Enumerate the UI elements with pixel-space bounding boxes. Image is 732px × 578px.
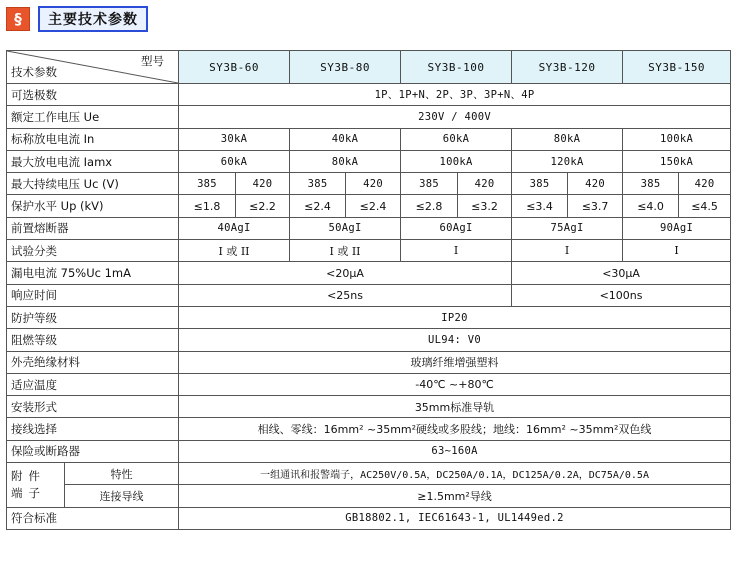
row-value: GB18802.1, IEC61643-1, UL1449ed.2 bbox=[179, 507, 731, 529]
table-row bbox=[7, 373, 731, 395]
row-value: 385 bbox=[512, 173, 568, 195]
row-value: <20μA bbox=[179, 262, 512, 284]
row-value: 一组通讯和报警端子，AC250V/0.5A，DC250A/0.1A，DC125A/0.2A，DC75A/0.5A bbox=[179, 463, 731, 485]
row-label: 响应时间 bbox=[7, 284, 179, 306]
row-label: 额定工作电压 Ue bbox=[7, 106, 179, 128]
row-label: 漏电电流 75%Uc 1mA bbox=[7, 262, 179, 284]
row-value: 230V / 400V bbox=[179, 106, 731, 128]
row-value: 150kA bbox=[623, 150, 731, 172]
model-cell: SY3B-60 bbox=[179, 51, 290, 84]
row-value: ≤4.0 bbox=[623, 195, 679, 217]
row-value: 385 bbox=[179, 173, 236, 195]
row-value: 100kA bbox=[623, 128, 731, 150]
table-row bbox=[7, 217, 731, 239]
row-value: <25ns bbox=[179, 284, 512, 306]
row-value: ≤2.2 bbox=[236, 195, 290, 217]
row-value: ≤3.4 bbox=[512, 195, 568, 217]
table-row bbox=[7, 128, 731, 150]
table-row bbox=[7, 351, 731, 373]
row-value: ≤1.8 bbox=[179, 195, 236, 217]
row-value: ≤2.8 bbox=[401, 195, 458, 217]
model-cell: SY3B-80 bbox=[290, 51, 401, 84]
table-row bbox=[7, 262, 731, 284]
row-label: 符合标准 bbox=[7, 507, 179, 529]
row-value: 相线、零线：16mm² ~35mm²硬线或多股线；地线：16mm² ~35mm²双色线 bbox=[179, 418, 731, 440]
table-row bbox=[7, 396, 731, 418]
row-value: 120kA bbox=[512, 150, 623, 172]
model-cell: SY3B-150 bbox=[623, 51, 731, 84]
row-label: 前置熔断器 bbox=[7, 217, 179, 239]
row-value: 80kA bbox=[512, 128, 623, 150]
table-row bbox=[7, 507, 731, 529]
row-value: ≤3.2 bbox=[458, 195, 512, 217]
model-cell: SY3B-100 bbox=[401, 51, 512, 84]
row-value: 385 bbox=[623, 173, 679, 195]
table-row bbox=[7, 418, 731, 440]
row-value: I bbox=[401, 240, 512, 262]
row-label: 可选极数 bbox=[7, 84, 179, 106]
row-value: 63~160A bbox=[179, 440, 731, 462]
row-label: 最大放电电流 Iamx bbox=[7, 150, 179, 172]
row-value: I bbox=[623, 240, 731, 262]
row-value: <30μA bbox=[512, 262, 731, 284]
row-label: 保险或断路器 bbox=[7, 440, 179, 462]
row-value: 40kA bbox=[290, 128, 401, 150]
row-value: <100ns bbox=[512, 284, 731, 306]
row-value: 40AgI bbox=[179, 217, 290, 239]
row-value: 385 bbox=[290, 173, 346, 195]
table-row bbox=[7, 173, 731, 195]
table-row bbox=[7, 329, 731, 351]
row-value: 385 bbox=[401, 173, 458, 195]
row-value: -40℃ ~+80℃ bbox=[179, 373, 731, 395]
table-row bbox=[7, 150, 731, 172]
row-value: 420 bbox=[568, 173, 623, 195]
sub-row-label: 特性 bbox=[65, 463, 179, 485]
row-label: 试验分类 bbox=[7, 240, 179, 262]
row-value: ≤3.7 bbox=[568, 195, 623, 217]
row-value: ≤2.4 bbox=[346, 195, 401, 217]
row-label: 保护水平 Up (kV) bbox=[7, 195, 179, 217]
model-cell: SY3B-120 bbox=[512, 51, 623, 84]
row-value: 35mm标准导轨 bbox=[179, 396, 731, 418]
section-icon: § bbox=[6, 7, 30, 31]
row-label: 接线选择 bbox=[7, 418, 179, 440]
row-value: ≥1.5mm²导线 bbox=[179, 485, 731, 507]
sub-row-label: 连接导线 bbox=[65, 485, 179, 507]
row-value: 60AgI bbox=[401, 217, 512, 239]
row-value: 420 bbox=[679, 173, 731, 195]
corner-cell bbox=[7, 51, 179, 84]
row-value: UL94: V0 bbox=[179, 329, 731, 351]
table-row bbox=[7, 240, 731, 262]
row-value: 60kA bbox=[401, 128, 512, 150]
row-value: IP20 bbox=[179, 306, 731, 328]
row-value: 75AgI bbox=[512, 217, 623, 239]
row-label: 最大持续电压 Uc (V) bbox=[7, 173, 179, 195]
row-value: 90AgI bbox=[623, 217, 731, 239]
row-value: 玻璃纤维增强塑料 bbox=[179, 351, 731, 373]
corner-param-label: 技术参数 bbox=[11, 65, 57, 79]
spec-table bbox=[6, 50, 731, 530]
table-row bbox=[7, 306, 731, 328]
table-row bbox=[7, 463, 731, 485]
section-header bbox=[6, 6, 148, 32]
row-label: 外壳绝缘材料 bbox=[7, 351, 179, 373]
section-title: 主要技术参数 bbox=[38, 6, 148, 32]
row-label: 安装形式 bbox=[7, 396, 179, 418]
row-label: 阻燃等级 bbox=[7, 329, 179, 351]
row-value: I 或 II bbox=[179, 240, 290, 262]
row-value: 80kA bbox=[290, 150, 401, 172]
row-label: 附件端子 bbox=[7, 463, 65, 508]
row-value: 420 bbox=[346, 173, 401, 195]
row-value: 420 bbox=[236, 173, 290, 195]
row-value: 1P、1P+N、2P、3P、3P+N、4P bbox=[179, 84, 731, 106]
table-row bbox=[7, 84, 731, 106]
corner-model-label: 型号 bbox=[141, 54, 164, 68]
row-value: I bbox=[512, 240, 623, 262]
table-row bbox=[7, 284, 731, 306]
table-row bbox=[7, 440, 731, 462]
row-label: 标称放电电流 In bbox=[7, 128, 179, 150]
table-row bbox=[7, 195, 731, 217]
row-value: I 或 II bbox=[290, 240, 401, 262]
row-value: 100kA bbox=[401, 150, 512, 172]
row-label: 适应温度 bbox=[7, 373, 179, 395]
row-value: ≤4.5 bbox=[679, 195, 731, 217]
row-label: 防护等级 bbox=[7, 306, 179, 328]
row-value: 50AgI bbox=[290, 217, 401, 239]
row-value: 420 bbox=[458, 173, 512, 195]
row-value: ≤2.4 bbox=[290, 195, 346, 217]
table-row bbox=[7, 485, 731, 507]
row-value: 30kA bbox=[179, 128, 290, 150]
model-header-row bbox=[7, 51, 731, 84]
table-row bbox=[7, 106, 731, 128]
row-value: 60kA bbox=[179, 150, 290, 172]
